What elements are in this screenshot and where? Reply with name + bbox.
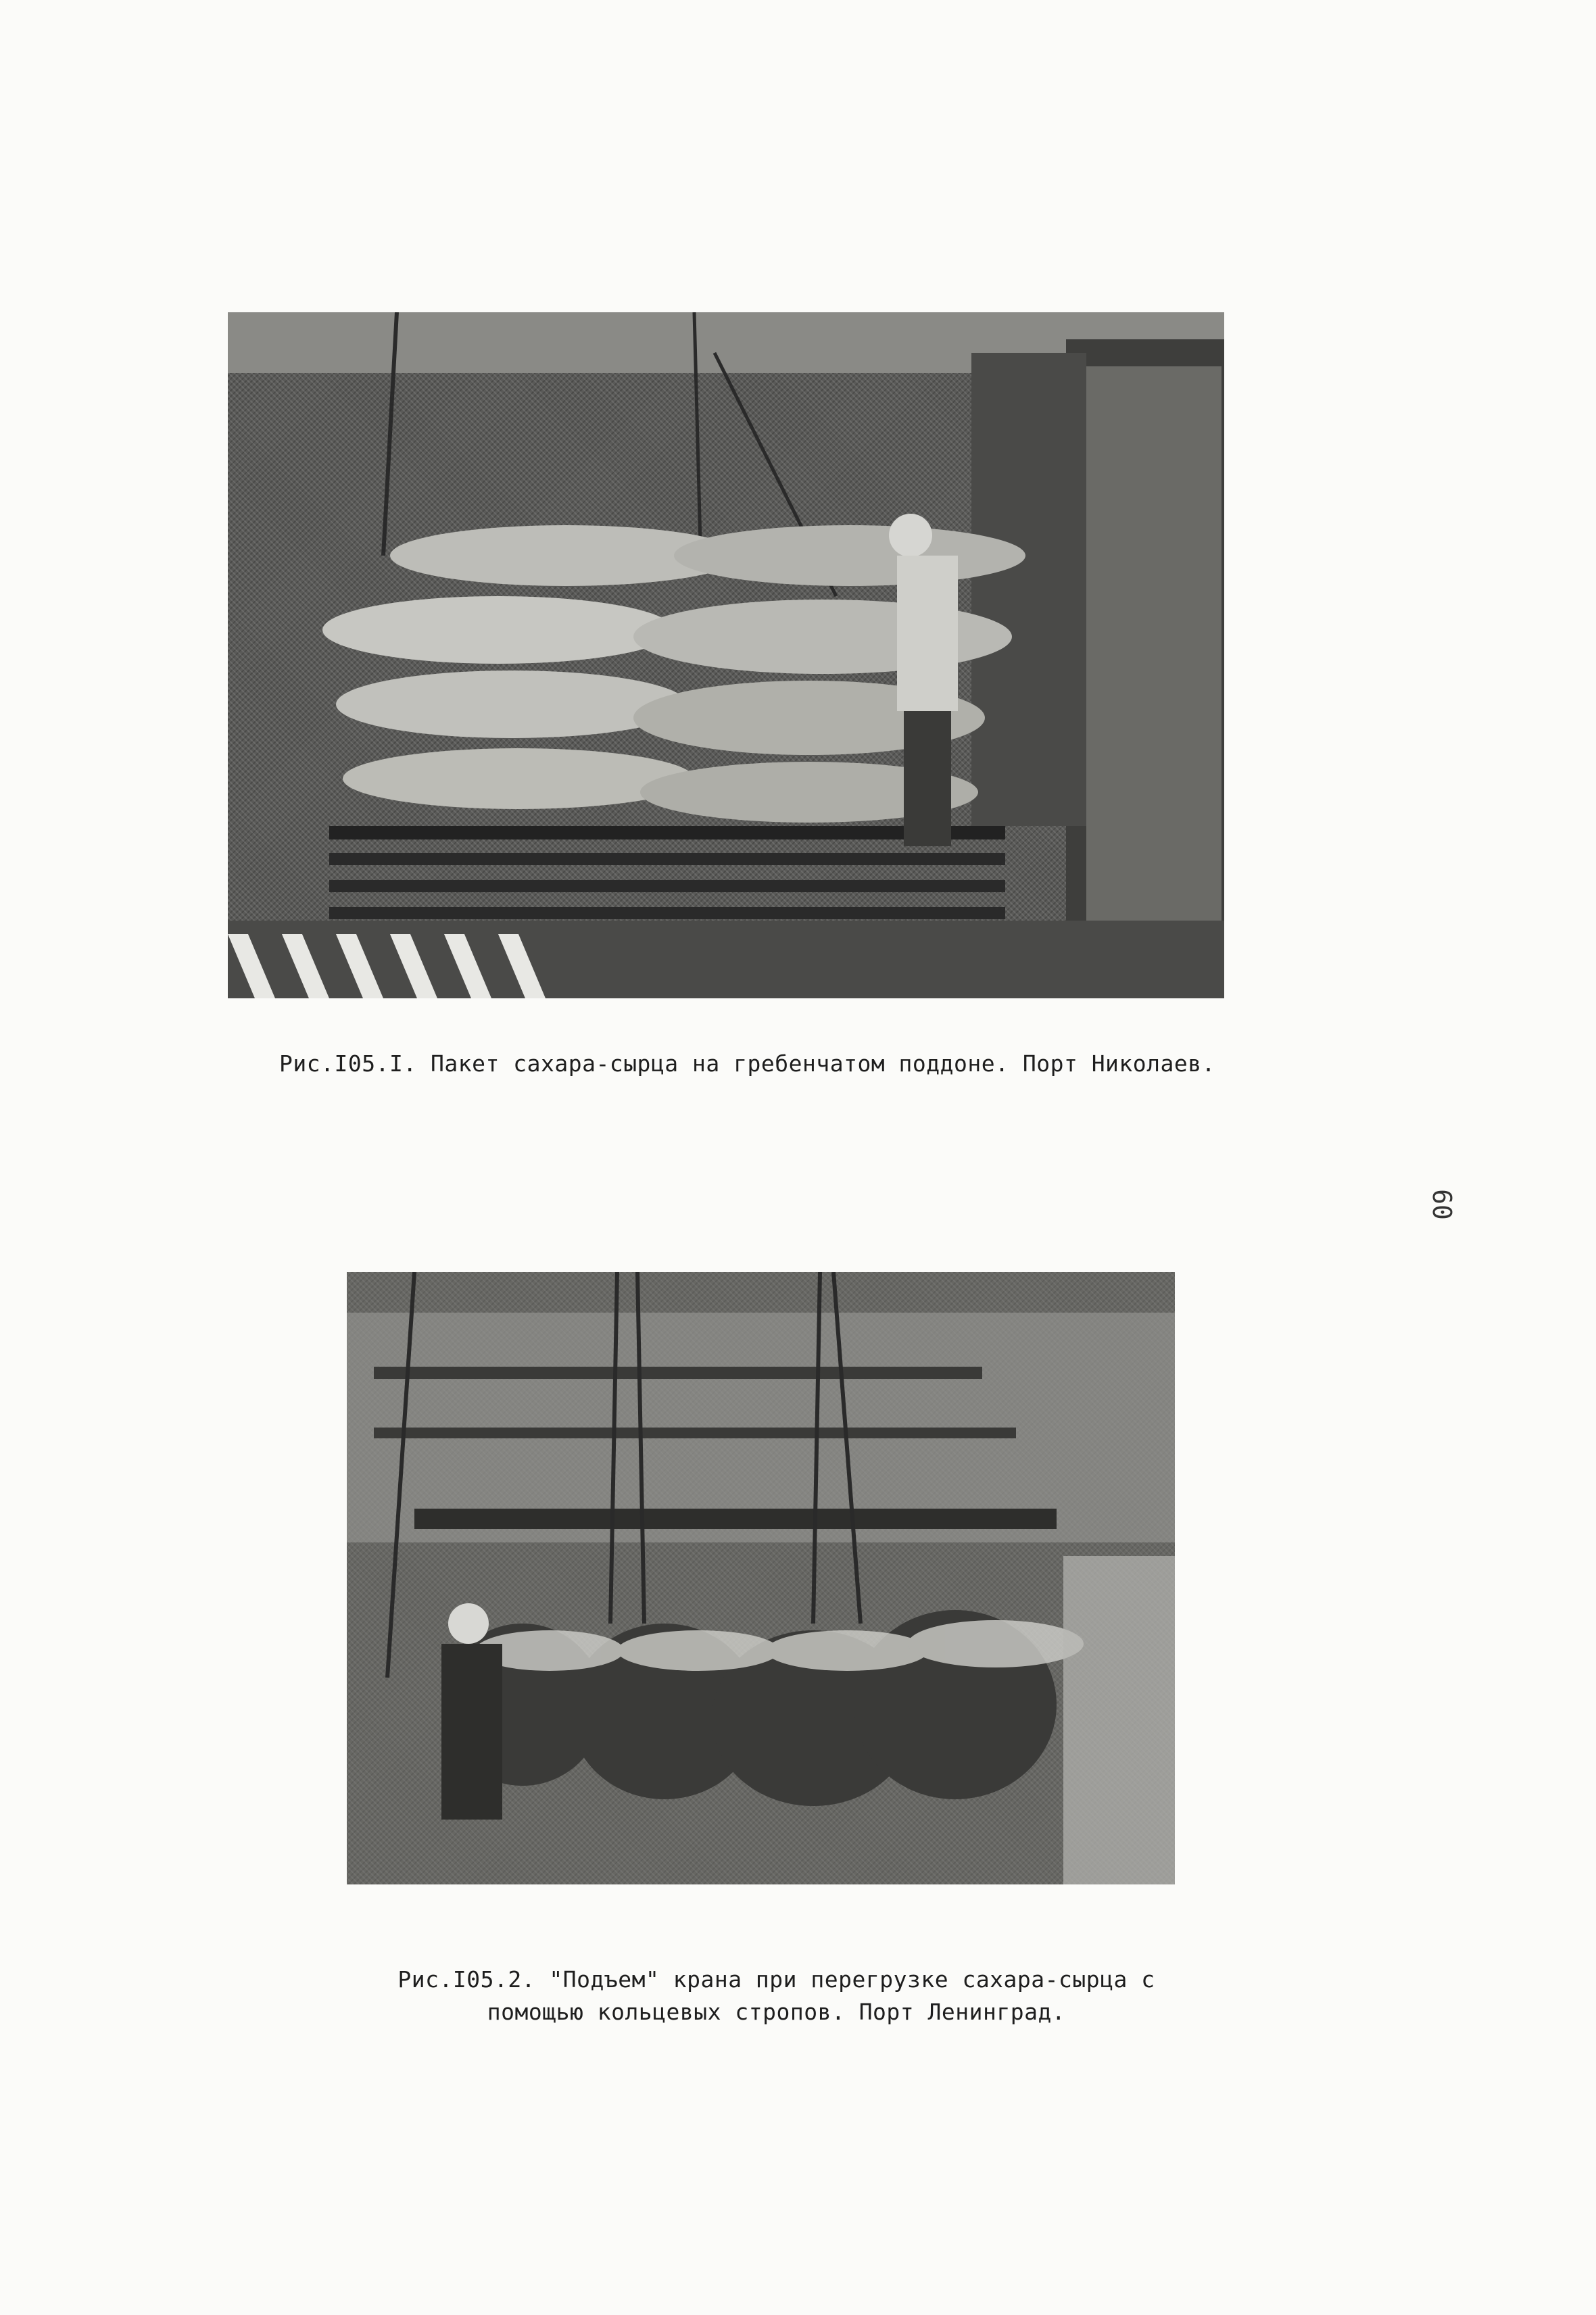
photo-sugar-package-drawing <box>228 312 1224 998</box>
figure-photo-sugar-package-on-pallet <box>228 312 1224 998</box>
figure-caption-2: Рис.I05.2. "Подъем" крана при перегрузке сахара-сырца с помощью кольцевых стропов. Порт Ленинград. <box>397 1966 1155 2025</box>
figure-caption-1: Рис.I05.I. Пакет сахара-сырца на гребенчатом поддоне. Порт Николаев. <box>279 1050 1216 1077</box>
page-number: 60 <box>1426 1189 1457 1220</box>
figure-photo-crane-lift-ring-slings <box>347 1272 1175 1884</box>
photo-crane-lift-drawing <box>347 1272 1175 1884</box>
